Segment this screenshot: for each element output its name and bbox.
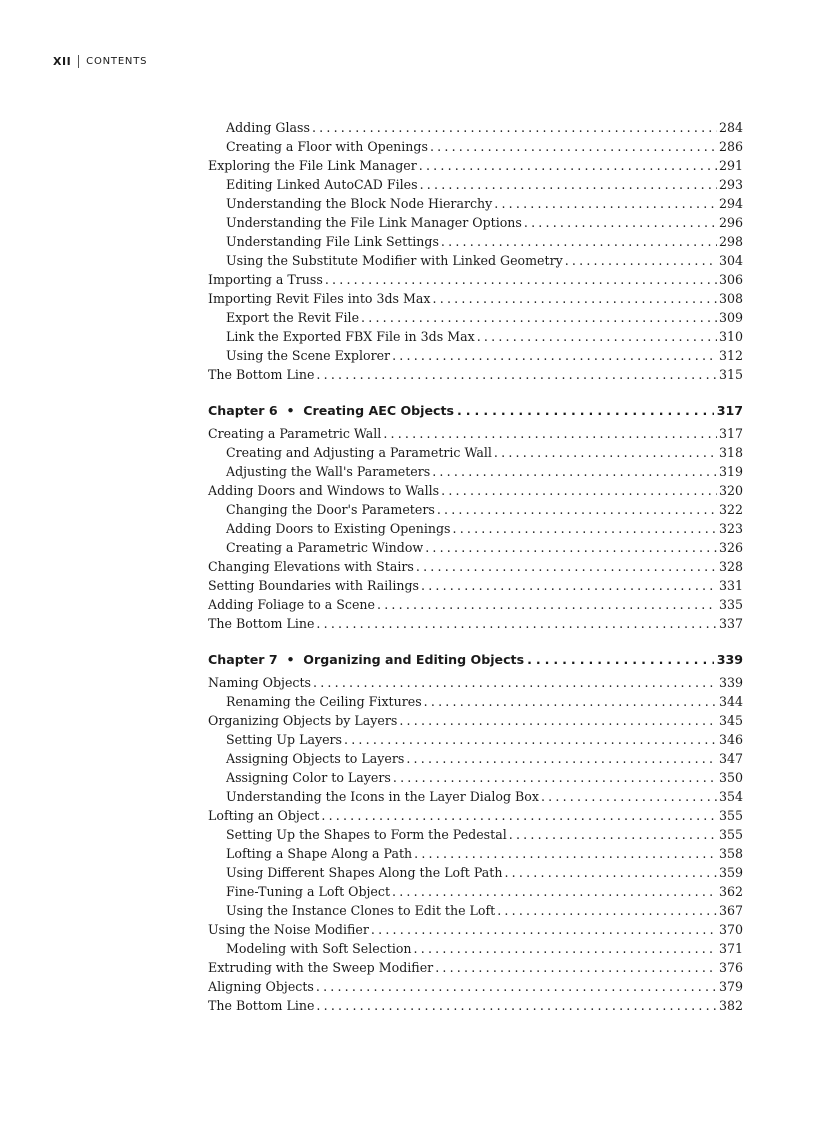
toc-entry-title: Setting Up the Shapes to Form the Pedestal [226,827,507,842]
toc-entry-page: 298 [718,234,743,249]
chapter-6-entries [208,424,743,633]
toc-entry-title: Using the Substitute Modifier with Linked Geometry [226,253,563,268]
toc-entry-title: Understanding the Block Node Hierarchy [226,196,493,211]
toc-entry-page: 317 [718,426,743,441]
toc-entry[interactable] [208,920,743,939]
toc-entry-page: 371 [718,941,743,956]
toc-entry-title: Fine-Tuning a Loft Object [226,884,391,899]
chapter-6-heading[interactable] [208,400,743,422]
dot-leader [477,327,717,346]
page-number: XII [53,55,72,68]
toc-continued-entries [208,118,743,384]
dot-leader [565,251,717,270]
toc-entry-title: Understanding the Icons in the Layer Dialog Box [226,789,539,804]
dot-leader [441,481,717,500]
toc-entry[interactable] [208,194,743,213]
toc-entry-page: 310 [718,329,743,344]
toc-entry[interactable] [208,768,743,787]
toc-entry[interactable] [208,901,743,920]
toc-entry[interactable] [208,270,743,289]
dot-leader [313,673,717,692]
toc-entry-page: 339 [718,675,743,690]
toc-entry-page: 319 [718,464,743,479]
dot-leader [421,576,717,595]
toc-entry-title: Adjusting the Wall's Parameters [226,464,431,479]
chapter-7-heading[interactable] [208,649,743,671]
dot-leader [416,557,717,576]
dot-leader [344,730,717,749]
toc-entry-title: Creating a Parametric Window [226,540,424,555]
toc-entry-page: 284 [718,120,743,135]
dot-leader [457,400,714,422]
toc-entry-title: Creating and Adjusting a Parametric Wall [226,445,492,460]
toc-entry[interactable] [208,462,743,481]
dot-leader [435,958,717,977]
dot-leader [316,614,717,633]
toc-entry[interactable] [208,308,743,327]
toc-entry-page: 370 [718,922,743,937]
toc-entry-page: 379 [718,979,743,994]
toc-entry[interactable] [208,519,743,538]
toc-entry-title: Assigning Objects to Layers [226,751,405,766]
toc-entry-title: Modeling with Soft Selection [226,941,412,956]
toc-entry[interactable] [208,443,743,462]
toc-entry-page: 306 [718,272,743,287]
dot-leader [452,519,716,538]
toc-entry[interactable] [208,365,743,384]
toc-entry-title: Organizing Objects by Layers [208,713,398,728]
toc-entry-title: Exploring the File Link Manager [208,158,417,173]
dot-leader [316,365,717,384]
toc-entry[interactable] [208,863,743,882]
dot-leader [541,787,717,806]
toc-entry-page: 286 [718,139,743,154]
toc-entry-page: 291 [718,158,743,173]
toc-entry-title: Adding Glass [226,120,310,135]
toc-entry-title: Adding Doors to Existing Openings [226,521,451,536]
toc-entry[interactable] [208,958,743,977]
toc-entry-title: Understanding File Link Settings [226,234,439,249]
toc-entry[interactable] [208,557,743,576]
dot-leader [321,806,717,825]
toc-entry-title: Naming Objects [208,675,311,690]
dot-leader [527,649,714,671]
toc-entry-page: 344 [718,694,743,709]
toc-entry-title: Using the Noise Modifier [208,922,369,937]
toc-entry-title: Adding Foliage to a Scene [208,597,375,612]
toc-entry-title: Creating a Parametric Wall [208,426,382,441]
dot-leader [383,424,717,443]
toc-entry-title: The Bottom Line [208,998,315,1013]
dot-leader [433,289,717,308]
toc-entry-page: 294 [718,196,743,211]
toc-entry-page: 337 [718,616,743,631]
toc-entry[interactable] [208,882,743,901]
table-of-contents [208,118,743,1015]
toc-entry-title: Renaming the Ceiling Fixtures [226,694,422,709]
toc-entry-title: Changing the Door's Parameters [226,502,435,517]
toc-entry[interactable] [208,327,743,346]
toc-entry-page: 309 [718,310,743,325]
toc-entry-page: 354 [718,789,743,804]
chapter-6-page: 317 [716,403,743,418]
toc-entry-title: Using the Instance Clones to Edit the Loft [226,903,496,918]
dot-leader [325,270,717,289]
toc-entry[interactable] [208,595,743,614]
chapter-7-page: 339 [716,652,743,667]
toc-entry[interactable] [208,996,743,1015]
toc-entry[interactable] [208,481,743,500]
toc-entry-page: 359 [718,865,743,880]
toc-entry-page: 382 [718,998,743,1013]
toc-entry[interactable] [208,844,743,863]
toc-entry[interactable] [208,175,743,194]
running-header [53,55,147,68]
toc-entry-page: 328 [718,559,743,574]
dot-leader [425,538,717,557]
toc-entry-page: 358 [718,846,743,861]
toc-entry-title: Importing a Truss [208,272,323,287]
toc-entry-title: Importing Revit Files into 3ds Max [208,291,431,306]
toc-entry-page: 345 [718,713,743,728]
toc-entry[interactable] [208,538,743,557]
toc-entry-title: Using the Scene Explorer [226,348,391,363]
toc-entry-title: Aligning Objects [208,979,314,994]
toc-entry-page: 331 [718,578,743,593]
dot-leader [406,749,717,768]
toc-entry-title: Changing Elevations with Stairs [208,559,414,574]
toc-entry-page: 355 [718,827,743,842]
toc-entry-page: 355 [718,808,743,823]
toc-entry[interactable] [208,346,743,365]
dot-leader [312,118,717,137]
toc-entry-page: 308 [718,291,743,306]
toc-entry-page: 362 [718,884,743,899]
toc-entry-title: The Bottom Line [208,367,315,382]
dot-leader [497,901,717,920]
dot-leader [414,939,717,958]
dot-leader [392,346,717,365]
toc-entry-title: Setting Boundaries with Railings [208,578,419,593]
dot-leader [430,137,717,156]
dot-leader [504,863,717,882]
dot-leader [316,977,717,996]
toc-entry-page: 347 [718,751,743,766]
toc-entry-title: Setting Up Layers [226,732,343,747]
toc-entry-title: Assigning Color to Layers [226,770,391,785]
section-label: CONTENTS [86,56,148,67]
toc-entry-page: 376 [718,960,743,975]
toc-entry-page: 322 [718,502,743,517]
toc-entry[interactable] [208,156,743,175]
toc-entry-title: Creating a Floor with Openings [226,139,428,154]
dot-leader [392,882,717,901]
toc-entry-title: Editing Linked AutoCAD Files [226,177,418,192]
toc-entry-page: 335 [718,597,743,612]
dot-leader [432,462,717,481]
toc-entry[interactable] [208,213,743,232]
dot-leader [437,500,717,519]
chapter-7-title: Chapter 7 • Organizing and Editing Objects [208,652,525,667]
header-divider [78,55,79,68]
toc-entry-title: Understanding the File Link Manager Options [226,215,522,230]
dot-leader [494,194,717,213]
toc-entry[interactable] [208,977,743,996]
toc-entry-title: Extruding with the Sweep Modifier [208,960,434,975]
dot-leader [361,308,717,327]
dot-leader [316,996,717,1015]
toc-entry[interactable] [208,576,743,595]
toc-entry[interactable] [208,806,743,825]
toc-entry-page: 320 [718,483,743,498]
dot-leader [424,692,717,711]
toc-entry-page: 293 [718,177,743,192]
dot-leader [494,443,717,462]
dot-leader [393,768,717,787]
toc-entry-title: Link the Exported FBX File in 3ds Max [226,329,475,344]
toc-entry[interactable] [208,692,743,711]
toc-entry[interactable] [208,711,743,730]
dot-leader [399,711,717,730]
toc-entry[interactable] [208,137,743,156]
toc-entry[interactable] [208,118,743,137]
dot-leader [377,595,717,614]
toc-entry-page: 350 [718,770,743,785]
dot-leader [420,175,717,194]
toc-entry[interactable] [208,614,743,633]
toc-entry-page: 367 [718,903,743,918]
toc-entry-title: The Bottom Line [208,616,315,631]
toc-entry[interactable] [208,251,743,270]
chapter-6-title: Chapter 6 • Creating AEC Objects [208,403,455,418]
toc-entry-page: 296 [718,215,743,230]
chapter-7-entries [208,673,743,1015]
toc-entry-page: 323 [718,521,743,536]
dot-leader [371,920,717,939]
toc-entry-title: Lofting an Object [208,808,320,823]
toc-entry[interactable] [208,787,743,806]
toc-entry[interactable] [208,730,743,749]
toc-entry-page: 315 [718,367,743,382]
toc-entry[interactable] [208,939,743,958]
dot-leader [414,844,717,863]
dot-leader [441,232,717,251]
toc-entry-page: 346 [718,732,743,747]
toc-entry-page: 326 [718,540,743,555]
toc-entry-title: Adding Doors and Windows to Walls [208,483,440,498]
dot-leader [419,156,717,175]
toc-entry-page: 318 [718,445,743,460]
toc-entry[interactable] [208,500,743,519]
toc-entry[interactable] [208,673,743,692]
dot-leader [524,213,717,232]
dot-leader [509,825,717,844]
toc-entry-title: Using Different Shapes Along the Loft Path [226,865,503,880]
toc-entry[interactable] [208,749,743,768]
toc-entry[interactable] [208,289,743,308]
toc-entry[interactable] [208,424,743,443]
toc-entry[interactable] [208,825,743,844]
toc-entry-page: 312 [718,348,743,363]
toc-entry-title: Export the Revit File [226,310,360,325]
toc-entry-page: 304 [718,253,743,268]
toc-entry[interactable] [208,232,743,251]
toc-entry-title: Lofting a Shape Along a Path [226,846,413,861]
